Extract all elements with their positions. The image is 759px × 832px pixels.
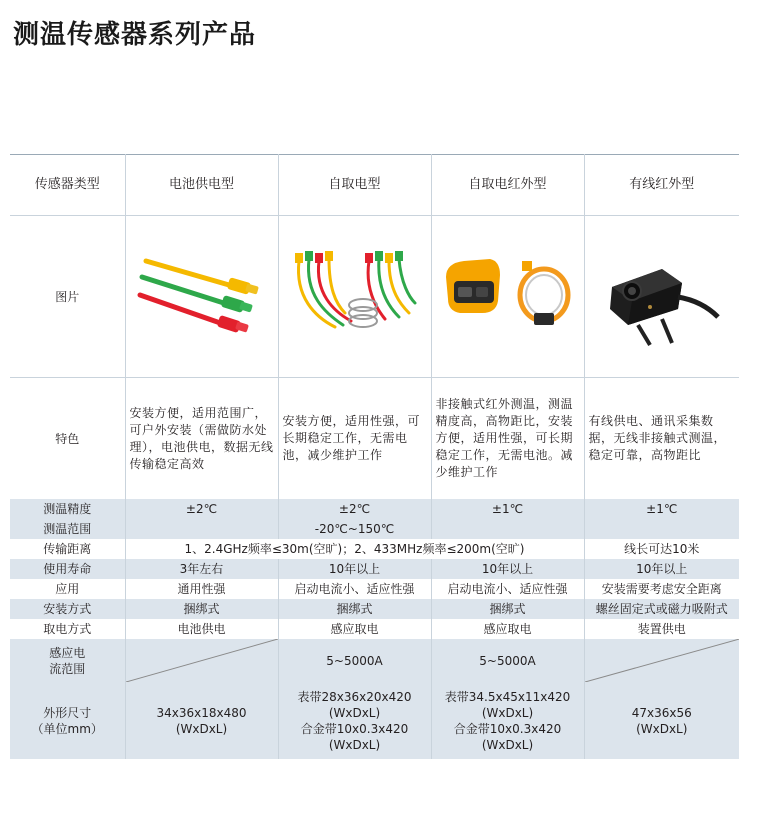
header-type-battery: 电池供电型 xyxy=(125,155,278,216)
current-range-battery-na xyxy=(125,639,278,682)
header-row xyxy=(10,155,739,216)
size-battery-dims: 34x36x18x480 xyxy=(156,705,247,720)
distance-wired: 线长可达10米 xyxy=(584,539,739,559)
install-self-powered-ir: 捆绑式 xyxy=(431,599,584,619)
accuracy-wired-ir: ±1℃ xyxy=(584,499,739,519)
application-self-powered-ir: 启动电流小、适应性强 xyxy=(431,579,584,599)
image-row-label: 图片 xyxy=(10,216,125,378)
power-self-powered: 感应取电 xyxy=(278,619,431,639)
accuracy-self-powered: ±2℃ xyxy=(278,499,431,519)
size-label-line2: （单位mm） xyxy=(31,721,103,736)
application-self-powered: 启动电流小、适应性强 xyxy=(278,579,431,599)
size-self-band: 表带28x36x20x420 xyxy=(297,689,412,704)
power-battery: 电池供电 xyxy=(125,619,278,639)
life-self-powered: 10年以上 xyxy=(278,559,431,579)
size-self-alloy: 合金带10x0.3x420 xyxy=(300,721,409,736)
size-label xyxy=(10,682,125,759)
range-label: 测温范围 xyxy=(10,519,125,539)
size-self-band-unit: (WxDxL) xyxy=(328,705,381,720)
page-title: 测温传感器系列产品 xyxy=(13,20,257,50)
power-wired-ir: 装置供电 xyxy=(584,619,739,639)
wired-ir-sensor-image xyxy=(584,216,739,378)
power-self-powered-ir: 感应取电 xyxy=(431,619,584,639)
accuracy-battery: ±2℃ xyxy=(125,499,278,519)
features-self-powered: 安装方便，适用性强，可长期稳定工作，无需电池，减少维护工作 xyxy=(278,378,431,500)
install-wired-ir: 螺丝固定式或磁力吸附式 xyxy=(584,599,739,619)
current-range-self-powered-ir: 5~5000A xyxy=(431,639,584,682)
power-label: 取电方式 xyxy=(10,619,125,639)
size-ir-band: 表带34.5x45x11x420 xyxy=(444,689,571,704)
size-row xyxy=(10,682,739,759)
current-range-label xyxy=(10,639,125,682)
accuracy-self-powered-ir: ±1℃ xyxy=(431,499,584,519)
features-self-powered-ir: 非接触式红外测温，测温精度高，高物距比，安装方便，适用性强，可长期稳定工作，无需电池。减少维护工作 xyxy=(431,378,584,500)
features-battery: 安装方便，适用范围广，可户外安装（需做防水处理），电池供电，数据无线传输稳定高效 xyxy=(125,378,278,500)
current-range-label-line1: 感应电 xyxy=(49,645,86,660)
features-label: 特色 xyxy=(10,378,125,500)
distance-label: 传输距离 xyxy=(10,539,125,559)
life-battery: 3年左右 xyxy=(125,559,278,579)
size-ir-band-unit: (WxDxL) xyxy=(481,705,534,720)
current-range-wired-na xyxy=(584,639,739,682)
install-row xyxy=(10,599,739,619)
current-range-label-line2: 流范围 xyxy=(49,661,86,676)
battery-sensor-image xyxy=(125,216,278,378)
accuracy-row xyxy=(10,499,739,519)
install-self-powered: 捆绑式 xyxy=(278,599,431,619)
header-type-self-powered: 自取电型 xyxy=(278,155,431,216)
image-row xyxy=(10,216,739,378)
life-row xyxy=(10,559,739,579)
range-value: -20℃~150℃ xyxy=(278,519,431,539)
range-row xyxy=(10,519,739,539)
size-ir-alloy-unit: (WxDxL) xyxy=(481,737,534,752)
header-type-self-powered-ir: 自取电红外型 xyxy=(431,155,584,216)
current-range-row xyxy=(10,639,739,682)
size-wired-ir xyxy=(584,682,739,759)
application-wired-ir: 安装需要考虑安全距离 xyxy=(584,579,739,599)
header-label: 传感器类型 xyxy=(10,155,125,216)
distance-row xyxy=(10,539,739,559)
self-powered-sensor-image xyxy=(278,216,431,378)
header-type-wired-ir: 有线红外型 xyxy=(584,155,739,216)
size-self-powered-ir xyxy=(431,682,584,759)
life-label: 使用寿命 xyxy=(10,559,125,579)
range-empty-right xyxy=(584,519,739,539)
sensor-spec-table xyxy=(10,154,739,759)
size-wired-dims: 47x36x56 xyxy=(631,705,692,720)
current-range-self-powered: 5~5000A xyxy=(278,639,431,682)
size-ir-alloy: 合金带10x0.3x420 xyxy=(453,721,562,736)
application-battery: 通用性强 xyxy=(125,579,278,599)
install-battery: 捆绑式 xyxy=(125,599,278,619)
life-wired-ir: 10年以上 xyxy=(584,559,739,579)
features-wired-ir: 有线供电、通讯采集数据，无线非接触式测温，稳定可靠，高物距比 xyxy=(584,378,739,500)
power-row xyxy=(10,619,739,639)
install-label: 安装方式 xyxy=(10,599,125,619)
life-self-powered-ir: 10年以上 xyxy=(431,559,584,579)
size-label-line1: 外形尺寸 xyxy=(43,705,92,720)
application-label: 应用 xyxy=(10,579,125,599)
size-self-powered xyxy=(278,682,431,759)
range-empty-left xyxy=(125,519,278,539)
application-row xyxy=(10,579,739,599)
range-empty-mid xyxy=(431,519,584,539)
distance-wireless: 1、2.4GHz频率≤30m(空旷)；2、433MHz频率≤200m(空旷) xyxy=(125,539,584,559)
size-battery-unit: (WxDxL) xyxy=(175,721,228,736)
size-self-alloy-unit: (WxDxL) xyxy=(328,737,381,752)
self-powered-ir-sensor-image xyxy=(431,216,584,378)
size-battery xyxy=(125,682,278,759)
size-wired-unit: (WxDxL) xyxy=(636,721,688,736)
features-row xyxy=(10,378,739,500)
accuracy-label: 测温精度 xyxy=(10,499,125,519)
